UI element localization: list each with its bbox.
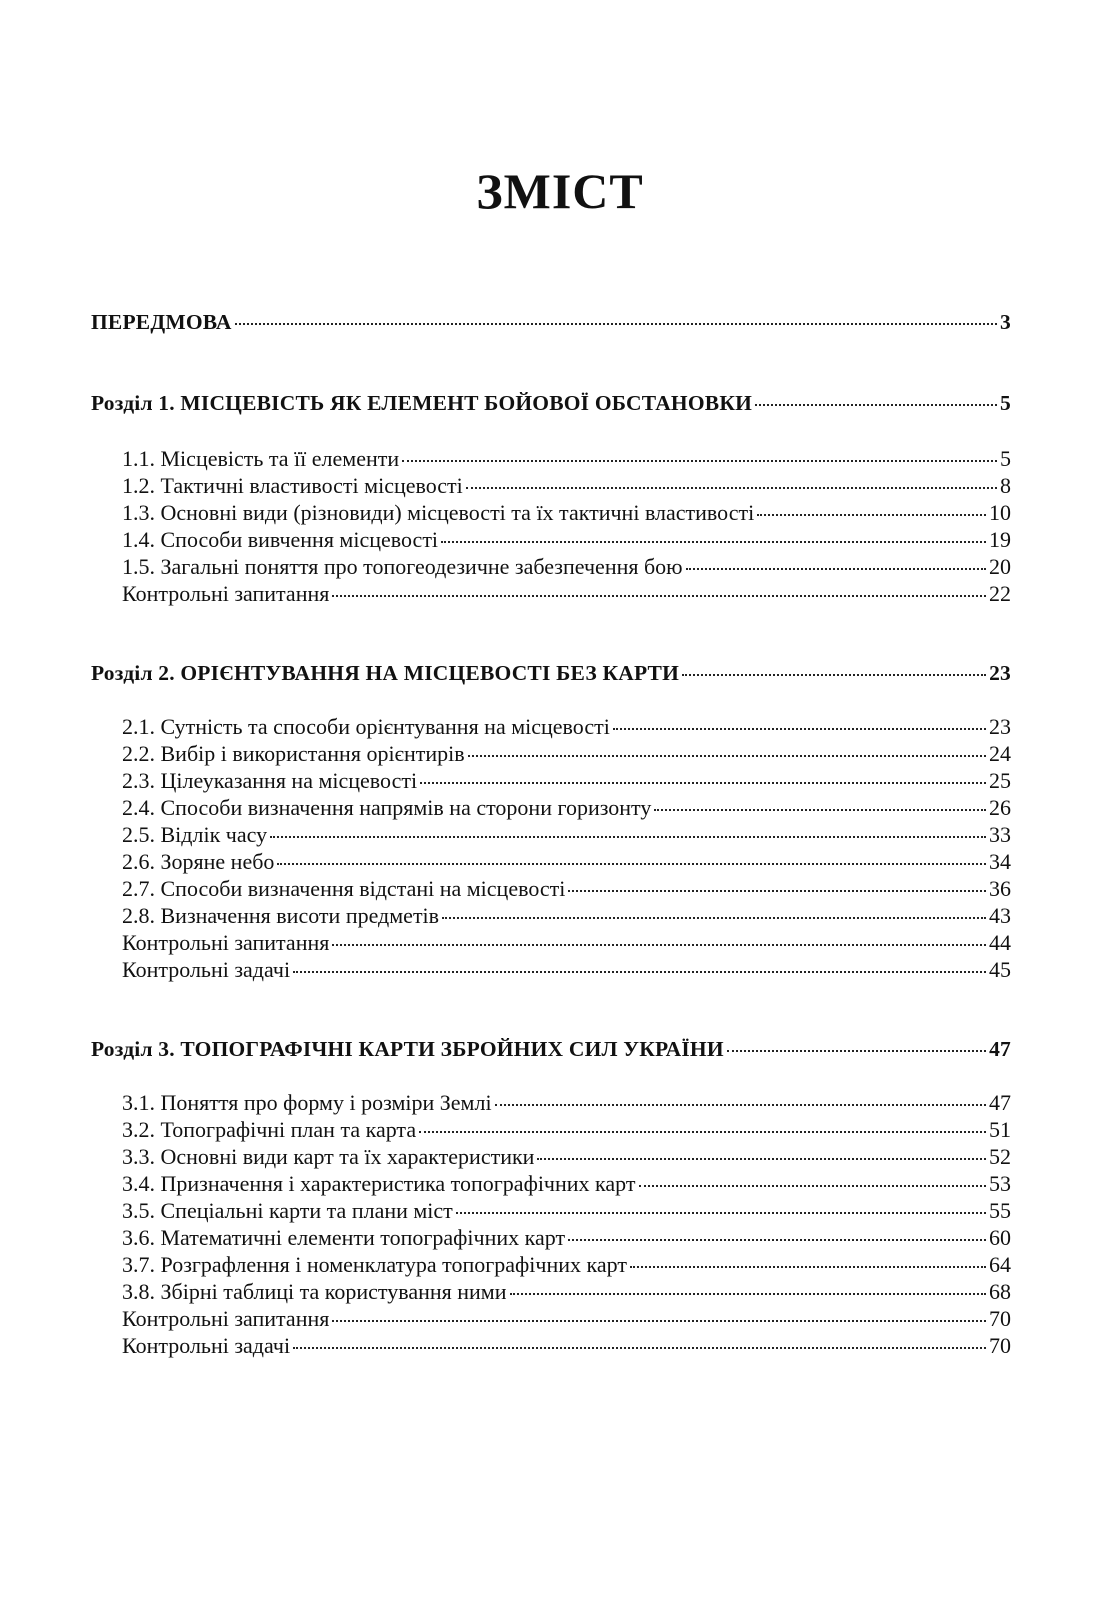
toc-item-page: 10 <box>989 500 1011 525</box>
toc-item-label: Контрольні задачі <box>122 1333 291 1358</box>
dot-leader <box>332 944 986 946</box>
dot-leader <box>510 1293 987 1295</box>
toc-item-page: 36 <box>989 876 1011 901</box>
toc-item-label: 1.1. Місцевість та її елементи <box>122 446 400 471</box>
toc-entry-page: 3 <box>1000 310 1011 334</box>
dot-leader <box>456 1212 986 1214</box>
dot-leader <box>270 836 986 838</box>
toc-section-1[interactable] <box>91 390 1011 417</box>
toc-item[interactable] <box>91 821 1011 848</box>
dot-leader <box>568 1239 986 1241</box>
toc-item-page: 51 <box>989 1117 1011 1142</box>
toc-item[interactable] <box>91 956 1011 983</box>
toc-item-page: 43 <box>989 903 1011 928</box>
toc-item[interactable] <box>91 553 1011 580</box>
toc-item[interactable] <box>91 526 1011 553</box>
toc-section-3[interactable] <box>91 1036 1011 1063</box>
toc-item-page: 45 <box>989 957 1011 982</box>
dot-leader <box>568 890 986 892</box>
dot-leader <box>686 568 986 570</box>
toc-item-page: 68 <box>989 1279 1011 1304</box>
toc-item-page: 52 <box>989 1144 1011 1169</box>
toc-item[interactable] <box>91 848 1011 875</box>
dot-leader <box>682 674 986 676</box>
toc-item-label: Контрольні запитання <box>122 930 330 955</box>
toc-item[interactable] <box>91 1089 1011 1116</box>
toc-item-label: 2.5. Відлік часу <box>122 822 268 847</box>
toc-section-page: 47 <box>989 1037 1011 1061</box>
toc-item-label: 3.7. Розграфлення і номенклатура топографічних карт <box>122 1252 627 1277</box>
toc-item-page: 25 <box>989 768 1011 793</box>
dot-leader <box>727 1050 986 1052</box>
toc-item-page: 47 <box>989 1090 1011 1115</box>
toc-item-label: 3.2. Топографічні план та карта <box>122 1117 417 1142</box>
toc-item-label: 1.3. Основні види (різновиди) місцевості та їх тактичні властивості <box>122 500 755 525</box>
toc-item-label: 1.5. Загальні поняття про топогеодезичне забезпечення бою <box>122 554 683 579</box>
toc-item-label: 2.6. Зоряне небо <box>122 849 275 874</box>
toc-item-label: 3.8. Збірні таблиці та користування ними <box>122 1279 507 1304</box>
toc-item-label: 3.3. Основні види карт та їх характеристики <box>122 1144 535 1169</box>
toc-item[interactable] <box>91 902 1011 929</box>
toc-item-label: 3.1. Поняття про форму і розміри Землі <box>122 1090 492 1115</box>
toc-item[interactable] <box>91 445 1011 472</box>
dot-leader <box>293 1347 986 1349</box>
toc-item-label: 2.2. Вибір і використання орієнтирів <box>122 741 465 766</box>
dot-leader <box>419 1131 986 1133</box>
toc-item-label: 3.5. Спеціальні карти та плани міст <box>122 1198 453 1223</box>
toc-item[interactable] <box>91 713 1011 740</box>
dot-leader <box>420 782 986 784</box>
dot-leader <box>332 595 986 597</box>
toc-item-label: Контрольні запитання <box>122 581 330 606</box>
toc-section-page: 23 <box>989 661 1011 685</box>
dot-leader <box>613 728 986 730</box>
toc-item-label: 2.7. Способи визначення відстані на місцевості <box>122 876 566 901</box>
table-of-contents <box>91 309 1011 1359</box>
dot-leader <box>293 971 986 973</box>
dot-leader <box>277 863 986 865</box>
page-title: ЗМІСТ <box>476 163 644 219</box>
toc-item-page: 24 <box>989 741 1011 766</box>
toc-item-page: 64 <box>989 1252 1011 1277</box>
toc-item-page: 60 <box>989 1225 1011 1250</box>
toc-item[interactable] <box>91 499 1011 526</box>
toc-item-label: 2.3. Цілеуказання на місцевості <box>122 768 418 793</box>
toc-item[interactable] <box>91 1170 1011 1197</box>
toc-item-page: 34 <box>989 849 1011 874</box>
dot-leader <box>757 514 986 516</box>
toc-entry-label: ПЕРЕДМОВА <box>91 310 232 334</box>
toc-entry-preface[interactable] <box>91 309 1011 336</box>
toc-item-page: 26 <box>989 795 1011 820</box>
toc-item-label: 2.1. Сутність та способи орієнтування на місцевості <box>122 714 610 739</box>
toc-item-page: 33 <box>989 822 1011 847</box>
toc-item[interactable] <box>91 1305 1011 1332</box>
dot-leader <box>468 755 986 757</box>
toc-item[interactable] <box>91 1251 1011 1278</box>
toc-item-page: 70 <box>989 1306 1011 1331</box>
toc-item[interactable] <box>91 1143 1011 1170</box>
dot-leader <box>466 487 997 489</box>
toc-item-page: 19 <box>989 527 1011 552</box>
toc-section-label: Розділ 3. ТОПОГРАФІЧНІ КАРТИ ЗБРОЙНИХ СИЛ УКРАЇНИ <box>91 1037 724 1061</box>
toc-item[interactable] <box>91 1224 1011 1251</box>
toc-item[interactable] <box>91 875 1011 902</box>
toc-section-2[interactable] <box>91 660 1011 687</box>
dot-leader <box>755 404 997 406</box>
dot-leader <box>235 323 997 325</box>
toc-item[interactable] <box>91 1332 1011 1359</box>
toc-item-page: 44 <box>989 930 1011 955</box>
dot-leader <box>442 917 986 919</box>
toc-item-label: 1.2. Тактичні властивості місцевості <box>122 473 463 498</box>
toc-item-page: 8 <box>1000 473 1011 498</box>
toc-item-label: Контрольні задачі <box>122 957 291 982</box>
toc-item-label: 1.4. Способи вивчення місцевості <box>122 527 439 552</box>
toc-item[interactable] <box>91 794 1011 821</box>
dot-leader <box>537 1158 986 1160</box>
toc-item-page: 53 <box>989 1171 1011 1196</box>
toc-item-label: 3.4. Призначення і характеристика топографічних карт <box>122 1171 636 1196</box>
toc-item-page: 22 <box>989 581 1011 606</box>
toc-item[interactable] <box>91 929 1011 956</box>
toc-section-label: Розділ 2. ОРІЄНТУВАННЯ НА МІСЦЕВОСТІ БЕЗ КАРТИ <box>91 661 680 685</box>
toc-item-page: 70 <box>989 1333 1011 1358</box>
toc-item-page: 5 <box>1000 446 1011 471</box>
toc-item-page: 23 <box>989 714 1011 739</box>
dot-leader <box>402 460 997 462</box>
toc-item[interactable] <box>91 767 1011 794</box>
dot-leader <box>332 1320 986 1322</box>
toc-item[interactable] <box>91 1197 1011 1224</box>
toc-item[interactable] <box>91 472 1011 499</box>
toc-item-page: 55 <box>989 1198 1011 1223</box>
toc-item-page: 20 <box>989 554 1011 579</box>
dot-leader <box>630 1266 986 1268</box>
toc-item-label: Контрольні запитання <box>122 1306 330 1331</box>
toc-item[interactable] <box>91 1116 1011 1143</box>
dot-leader <box>441 541 986 543</box>
toc-item[interactable] <box>91 1278 1011 1305</box>
toc-item-label: 3.6. Математичні елементи топографічних карт <box>122 1225 566 1250</box>
toc-item-label: 2.4. Способи визначення напрямів на сторони горизонту <box>122 795 652 820</box>
dot-leader <box>495 1104 986 1106</box>
toc-section-page: 5 <box>1000 391 1011 415</box>
toc-item[interactable] <box>91 580 1011 607</box>
dot-leader <box>639 1185 987 1187</box>
toc-item-label: 2.8. Визначення висоти предметів <box>122 903 440 928</box>
toc-item[interactable] <box>91 740 1011 767</box>
toc-section-label: Розділ 1. МІСЦЕВІСТЬ ЯК ЕЛЕМЕНТ БОЙОВОЇ ОБСТАНОВКИ <box>91 391 753 415</box>
dot-leader <box>654 809 986 811</box>
